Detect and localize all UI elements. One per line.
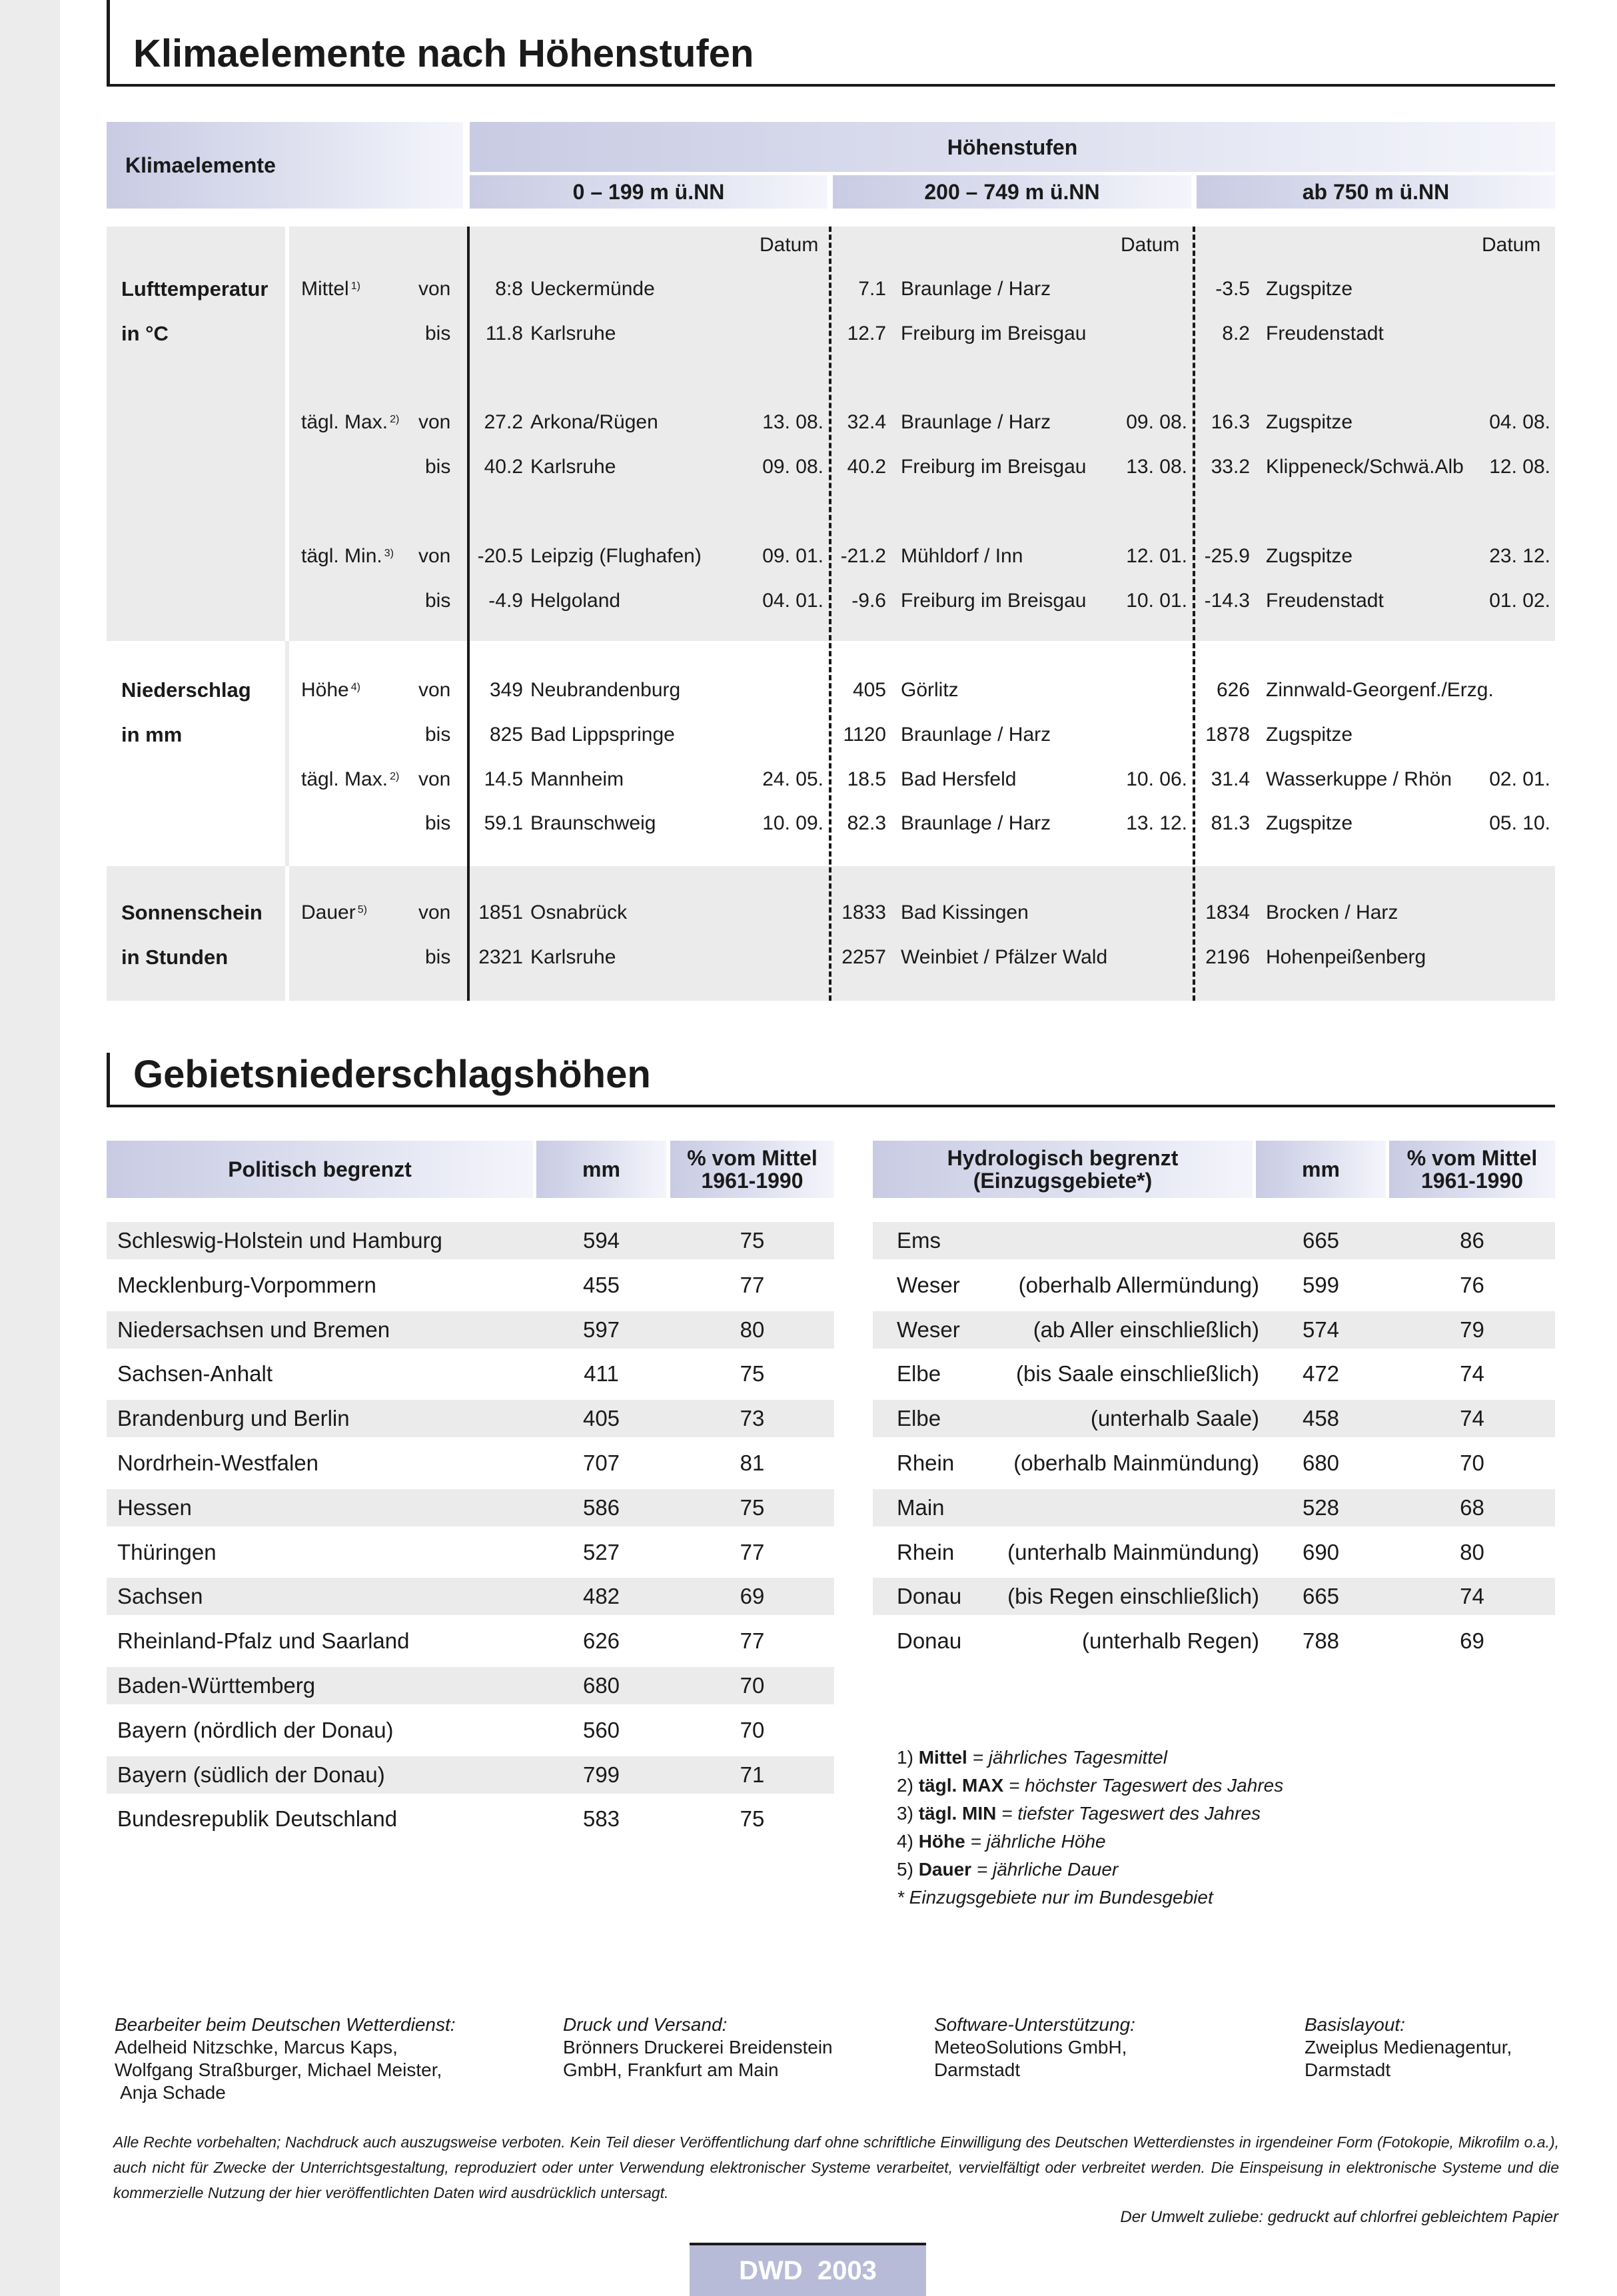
region-name: Mecklenburg-Vorpommern — [117, 1272, 376, 1297]
date-cell: 23. 12. — [1489, 545, 1550, 567]
river-name: Weser — [897, 1317, 960, 1342]
date-cell: 04. 01. — [762, 590, 823, 612]
station-cell: Freiburg im Breisgau — [901, 590, 1087, 612]
station-cell: Hohenpeißenberg — [1266, 946, 1426, 968]
section-title-text-2: Gebietsniederschlagshöhen — [133, 1053, 651, 1096]
pct-value: 86 — [1460, 1228, 1484, 1253]
value-cell: 405 — [852, 679, 886, 701]
date-cell: 13. 08. — [762, 411, 823, 433]
value-cell: -20.5 — [477, 545, 523, 567]
river-qualifier: (oberhalb Mainmündung) — [1013, 1450, 1259, 1475]
mm-value: 411 — [584, 1361, 619, 1387]
value-cell: 31.4 — [1211, 768, 1250, 790]
value-cell: 59.1 — [484, 812, 523, 834]
table-row — [873, 1400, 1555, 1437]
header-klimaelemente — [107, 122, 463, 209]
station-cell: Helgoland — [530, 590, 621, 612]
table-row — [107, 1578, 834, 1615]
river-name: Weser — [897, 1272, 960, 1297]
value-cell: 8:8 — [495, 278, 523, 300]
river-qualifier: (bis Regen einschließlich) — [1007, 1584, 1259, 1609]
table-row — [107, 1311, 834, 1349]
table-row — [107, 1489, 834, 1526]
river-name: Donau — [897, 1628, 962, 1654]
header-pct-left-1: % vom Mittel — [687, 1146, 817, 1170]
sun-dauer-von: von — [418, 901, 451, 923]
value-cell: -9.6 — [851, 590, 886, 612]
value-cell: 40.2 — [847, 456, 886, 478]
station-cell: Klippeneck/Schwä.Alb — [1266, 456, 1464, 478]
footer-badge — [690, 2243, 926, 2296]
value-cell: 14.5 — [484, 768, 523, 790]
mm-value: 707 — [582, 1450, 620, 1475]
river-name: Rhein — [897, 1539, 955, 1564]
date-cell: 12. 01. — [1126, 545, 1187, 567]
date-cell: 09. 08. — [762, 456, 823, 478]
mm-value: 472 — [1302, 1361, 1340, 1387]
temp-min-von: von — [418, 545, 451, 567]
precip-hoehe-bis: bis — [425, 724, 451, 746]
date-cell: 09. 08. — [1126, 411, 1187, 433]
date-cell: 04. 08. — [1489, 411, 1550, 433]
value-cell: -21.2 — [840, 545, 886, 567]
header-pct-left — [670, 1141, 834, 1198]
table-row — [107, 1622, 834, 1660]
date-cell: 10. 09. — [762, 812, 823, 834]
station-cell: Ueckermünde — [530, 278, 655, 300]
station-cell: Bad Lippspringe — [530, 724, 675, 746]
station-cell: Mühldorf / Inn — [901, 545, 1023, 567]
mm-value: 455 — [582, 1272, 620, 1297]
table-row — [873, 1267, 1555, 1304]
sun-dauer-bis: bis — [425, 946, 451, 968]
header-level-2 — [833, 175, 1191, 209]
temp-title-2: in °C — [121, 322, 169, 345]
precip-hoehe-von: von — [418, 679, 451, 701]
mm-value: 665 — [1302, 1228, 1340, 1253]
paper-note: Der Umwelt zuliebe: gedruckt auf chlorfrei gebleichtem Papier — [1120, 2208, 1558, 2226]
value-cell: 8.2 — [1222, 322, 1250, 344]
value-cell: 82.3 — [847, 812, 886, 834]
river-qualifier: (unterhalb Saale) — [1090, 1406, 1259, 1431]
date-cell: 10. 01. — [1126, 590, 1187, 612]
pct-value: 73 — [740, 1406, 765, 1431]
date-cell: 12. 08. — [1489, 456, 1550, 478]
date-cell: 24. 05. — [762, 768, 823, 790]
section-title-text: Klimaelemente nach Höhenstufen — [133, 32, 754, 75]
mm-value: 405 — [582, 1406, 620, 1431]
temp-mittel-bis: bis — [425, 322, 451, 344]
value-cell: -4.9 — [488, 590, 523, 612]
value-cell: -3.5 — [1215, 278, 1250, 300]
header-politisch-text: Politisch begrenzt — [228, 1157, 412, 1181]
value-cell: 11.8 — [485, 322, 523, 344]
header-pct-right-2: 1961-1990 — [1420, 1169, 1524, 1193]
pct-value: 75 — [740, 1494, 765, 1520]
river-name: Elbe — [897, 1361, 941, 1387]
temp-mittel-von: von — [418, 278, 451, 300]
precip-title-2: in mm — [121, 723, 183, 746]
date-cell: 02. 01. — [1489, 768, 1550, 790]
header-mm-right — [1256, 1141, 1386, 1198]
region-name: Sachsen-Anhalt — [117, 1361, 272, 1387]
station-cell: Arkona/Rügen — [530, 411, 658, 433]
river-qualifier: (bis Saale einschließlich) — [1016, 1361, 1259, 1387]
mm-value: 690 — [1302, 1539, 1340, 1564]
page-margin — [0, 0, 60, 2296]
value-cell: -25.9 — [1204, 545, 1250, 567]
station-cell: Weinbiet / Pfälzer Wald — [901, 946, 1108, 968]
value-cell: 1834 — [1205, 901, 1250, 923]
value-cell: 1878 — [1205, 724, 1250, 746]
station-cell: Brocken / Harz — [1266, 901, 1398, 923]
datum-label-1: Datum — [760, 234, 819, 256]
sun-dauer-label: Dauer $^{5)}$ — [301, 901, 367, 923]
dashed-divider-2 — [1193, 227, 1195, 1001]
station-cell: Zugspitze — [1266, 411, 1353, 433]
table-row — [107, 1534, 834, 1571]
mm-value: 528 — [1302, 1494, 1340, 1520]
pct-value: 74 — [1460, 1406, 1484, 1431]
value-cell: 16.3 — [1211, 411, 1250, 433]
value-cell: 18.5 — [847, 768, 886, 790]
block-sun-title — [107, 866, 285, 1001]
value-cell: 81.3 — [1211, 812, 1250, 834]
river-qualifier: (unterhalb Mainmündung) — [1007, 1539, 1259, 1564]
header-hydrologisch — [873, 1141, 1253, 1198]
station-cell: Freudenstadt — [1266, 590, 1384, 612]
value-cell: 626 — [1216, 679, 1250, 701]
pct-value: 74 — [1460, 1361, 1484, 1387]
pct-value: 70 — [740, 1717, 765, 1742]
header-mm-left-text: mm — [582, 1157, 620, 1181]
river-name: Main — [897, 1494, 945, 1520]
station-cell: Karlsruhe — [530, 456, 616, 478]
table-row — [107, 1800, 834, 1838]
station-cell: Osnabrück — [530, 901, 628, 923]
value-cell: 40.2 — [484, 456, 523, 478]
date-cell: 09. 01. — [762, 545, 823, 567]
pct-value: 80 — [740, 1317, 765, 1342]
precip-max-bis: bis — [425, 812, 451, 834]
value-cell: 2257 — [841, 946, 886, 968]
block-sun-data — [469, 866, 1555, 1001]
mm-value: 527 — [582, 1539, 620, 1564]
mm-value: 560 — [582, 1717, 620, 1742]
mm-value: 665 — [1302, 1584, 1340, 1609]
header-hydrologisch-2: (Einzugsgebiete*) — [973, 1169, 1153, 1193]
region-name: Schleswig-Holstein und Hamburg — [117, 1228, 442, 1253]
region-name: Sachsen — [117, 1584, 203, 1609]
block-sun-labels — [289, 866, 469, 1001]
station-cell: Zugspitze — [1266, 278, 1353, 300]
river-qualifier: (unterhalb Regen) — [1082, 1628, 1259, 1654]
footnote-star: * Einzugsgebiete nur im Bundesgebiet — [897, 1887, 1213, 1908]
footnote-item: 4) Höhe = jährliche Höhe — [897, 1831, 1106, 1852]
station-cell: Karlsruhe — [530, 322, 616, 344]
table-row — [873, 1222, 1555, 1259]
value-cell: 1120 — [843, 724, 886, 746]
value-cell: 12.7 — [847, 322, 886, 344]
footnote-item: 2) tägl. MAX = höchster Tageswert des Jahres — [897, 1775, 1284, 1796]
mm-value: 574 — [1302, 1317, 1340, 1342]
station-cell: Braunlage / Harz — [901, 278, 1051, 300]
pct-value: 69 — [1460, 1628, 1484, 1654]
pct-value: 80 — [1460, 1539, 1484, 1564]
pct-value: 69 — [740, 1584, 765, 1609]
mm-value: 583 — [582, 1806, 620, 1832]
pct-value: 79 — [1460, 1317, 1484, 1342]
header-pct-left-2: 1961-1990 — [701, 1169, 804, 1193]
table-row — [873, 1355, 1555, 1393]
credit-druck: Druck und Versand: Brönners Druckerei Breidenstein GmbH, Frankfurt am Main — [563, 2014, 833, 2080]
section-title-klimaelemente — [107, 0, 1555, 87]
region-name: Bayern (nördlich der Donau) — [117, 1717, 394, 1742]
divider-precip — [285, 641, 289, 866]
station-cell: Braunlage / Harz — [901, 411, 1051, 433]
table-row — [107, 1667, 834, 1704]
value-cell: 349 — [489, 679, 523, 701]
header-mm-right-text: mm — [1302, 1157, 1340, 1181]
region-name: Thüringen — [117, 1539, 217, 1564]
date-cell: 05. 10. — [1489, 812, 1550, 834]
value-cell: 825 — [489, 724, 523, 746]
datum-label-3: Datum — [1482, 234, 1541, 256]
header-pct-right-1: % vom Mittel — [1406, 1146, 1538, 1170]
value-cell: 33.2 — [1211, 456, 1250, 478]
footnote-item: 1) Mittel = jährliches Tagesmittel — [897, 1747, 1167, 1768]
table-row — [107, 1400, 834, 1437]
region-name: Baden-Württemberg — [117, 1673, 316, 1698]
header-level-3 — [1197, 175, 1555, 209]
mm-value: 482 — [582, 1584, 620, 1609]
temp-title-1: Lufttemperatur — [121, 277, 269, 300]
precip-max-label: tägl. Max. $^{2)}$ — [301, 768, 400, 790]
station-cell: Braunlage / Harz — [901, 812, 1051, 834]
table-row — [873, 1311, 1555, 1349]
value-cell: 7.1 — [858, 278, 886, 300]
table-row — [107, 1355, 834, 1393]
river-name: Ems — [897, 1228, 941, 1253]
credit-layout: Basislayout: Zweiplus Medienagentur, Darmstadt — [1305, 2014, 1512, 2080]
region-name: Bundesrepublik Deutschland — [117, 1806, 398, 1832]
table-row — [873, 1578, 1555, 1615]
precip-title-1: Niederschlag — [121, 678, 251, 702]
station-cell: Zinnwald-Georgenf./Erzg. — [1266, 679, 1494, 701]
legal-notice: Alle Rechte vorbehalten; Nachdruck auch auszugsweise verboten. Kein Teil dieser Veröffentlichung darf ohne schriftliche Einwilligung des Deutschen Wetterdienstes in irgendeiner Form (Fotokopie, Mikrofilm o.a.), auch nicht für Zwecke der Unterrichtsgestaltung, reproduziert oder unter Verwendung elektronischer Systeme verarbeitet, vervielfältigt oder verbreitet werden. Die Einspeisung in elektronische Systeme und die kommerzielle Nutzung der hier veröffentlichten Daten wird ausdrücklich untersagt. — [113, 2133, 1559, 2201]
value-cell: 2321 — [478, 946, 523, 968]
station-cell: Freiburg im Breisgau — [901, 322, 1087, 344]
temp-max-bis: bis — [425, 456, 451, 478]
pct-value: 74 — [1460, 1584, 1484, 1609]
region-name: Rheinland-Pfalz und Saarland — [117, 1628, 410, 1654]
mm-value: 599 — [1302, 1272, 1340, 1297]
value-cell: 1833 — [841, 901, 886, 923]
station-cell: Bad Hersfeld — [901, 768, 1017, 790]
datum-label-2: Datum — [1121, 234, 1180, 256]
level-3-text: ab 750 m ü.NN — [1302, 180, 1450, 204]
temp-min-label: tägl. Min. $^{3)}$ — [301, 545, 394, 567]
river-name: Elbe — [897, 1406, 941, 1431]
footnote-item: 5) Dauer = jährliche Dauer — [897, 1859, 1119, 1880]
station-cell: Leipzig (Flughafen) — [530, 545, 702, 567]
region-name: Hessen — [117, 1494, 192, 1520]
mm-value: 597 — [582, 1317, 620, 1342]
pct-value: 75 — [740, 1361, 765, 1387]
region-name: Brandenburg und Berlin — [117, 1406, 350, 1431]
pct-value: 77 — [740, 1272, 765, 1297]
date-cell: 13. 12. — [1126, 812, 1187, 834]
header-hoehenstufen-text: Höhenstufen — [947, 135, 1078, 159]
station-cell: Mannheim — [530, 768, 624, 790]
table-row — [107, 1756, 834, 1794]
credit-software: Software-Unterstützung: MeteoSolutions GmbH, Darmstadt — [934, 2014, 1135, 2080]
footer-badge-text: DWD 2003 — [739, 2255, 877, 2285]
section-title-gebiets — [107, 1053, 1555, 1107]
mm-value: 586 — [582, 1494, 620, 1520]
table-row — [107, 1712, 834, 1749]
region-name: Nordrhein-Westfalen — [117, 1450, 319, 1475]
table-row — [873, 1444, 1555, 1482]
table-row — [873, 1489, 1555, 1526]
level-1-text: 0 – 199 m ü.NN — [572, 180, 725, 204]
date-cell: 13. 08. — [1126, 456, 1187, 478]
pct-value: 77 — [740, 1539, 765, 1564]
header-hoehenstufen — [470, 122, 1555, 172]
header-level-1 — [470, 175, 827, 209]
pct-value: 71 — [740, 1762, 765, 1787]
header-pct-right — [1389, 1141, 1555, 1198]
footnote-item: 3) tägl. MIN = tiefster Tageswert des Jahres — [897, 1803, 1261, 1824]
mm-value: 680 — [1302, 1450, 1340, 1475]
station-cell: Zugspitze — [1266, 545, 1353, 567]
header-mm-left — [536, 1141, 666, 1198]
table-row — [107, 1267, 834, 1304]
level-2-text: 200 – 749 m ü.NN — [924, 180, 1100, 204]
mm-value: 458 — [1302, 1406, 1340, 1431]
region-name: Niedersachsen und Bremen — [117, 1317, 390, 1342]
pct-value: 76 — [1460, 1272, 1484, 1297]
region-name: Bayern (südlich der Donau) — [117, 1762, 385, 1787]
station-cell: Braunschweig — [530, 812, 656, 834]
value-cell: 32.4 — [847, 411, 886, 433]
station-cell: Zugspitze — [1266, 724, 1353, 746]
mm-value: 680 — [582, 1673, 620, 1698]
dashed-divider-1 — [829, 227, 831, 1001]
pct-value: 77 — [740, 1628, 765, 1654]
value-cell: 2196 — [1205, 946, 1250, 968]
temp-mittel-label: Mittel $^{1)}$ — [301, 278, 360, 300]
mm-value: 788 — [1302, 1628, 1340, 1654]
precip-hoehe-label: Höhe $^{4)}$ — [301, 679, 360, 701]
river-name: Donau — [897, 1584, 962, 1609]
pct-value: 81 — [740, 1450, 765, 1475]
table-row — [873, 1622, 1555, 1660]
river-qualifier: (oberhalb Allermündung) — [1018, 1272, 1259, 1297]
table-row — [873, 1534, 1555, 1571]
station-cell: Karlsruhe — [530, 946, 616, 968]
header-hydrologisch-1: Hydrologisch begrenzt — [947, 1146, 1179, 1170]
precip-max-von: von — [418, 768, 451, 790]
temp-max-label: tägl. Max. $^{2)}$ — [301, 411, 400, 433]
value-cell: -14.3 — [1204, 590, 1250, 612]
date-cell: 10. 06. — [1126, 768, 1187, 790]
header-politisch — [107, 1141, 533, 1198]
station-cell: Freiburg im Breisgau — [901, 456, 1087, 478]
mm-value: 799 — [582, 1762, 620, 1787]
value-cell: 1851 — [478, 901, 523, 923]
temp-max-von: von — [418, 411, 451, 433]
station-cell: Bad Kissingen — [901, 901, 1029, 923]
header-klimaelemente-text: Klimaelemente — [125, 153, 276, 177]
pct-value: 70 — [740, 1673, 765, 1698]
station-cell: Zugspitze — [1266, 812, 1353, 834]
station-cell: Wasserkuppe / Rhön — [1266, 768, 1452, 790]
value-cell: 27.2 — [484, 411, 523, 433]
date-cell: 01. 02. — [1489, 590, 1550, 612]
station-cell: Görlitz — [901, 679, 959, 701]
pct-value: 75 — [740, 1806, 765, 1832]
station-cell: Freudenstadt — [1266, 322, 1384, 344]
pct-value: 75 — [740, 1228, 765, 1253]
table-row — [107, 1222, 834, 1259]
station-cell: Braunlage / Harz — [901, 724, 1051, 746]
table-row — [107, 1444, 834, 1482]
mm-value: 594 — [582, 1228, 620, 1253]
credit-bearbeiter: Bearbeiter beim Deutschen Wetterdienst: Adelheid Nitzschke, Marcus Kaps, Wolfgang Straßburger, Michael Meister, Anja Schade — [115, 2014, 456, 2103]
mm-value: 626 — [582, 1628, 620, 1654]
river-qualifier: (ab Aller einschließlich) — [1033, 1317, 1259, 1342]
sun-title-1: Sonnenschein — [121, 901, 263, 924]
sun-title-2: in Stunden — [121, 945, 229, 969]
station-cell: Neubrandenburg — [530, 679, 681, 701]
river-name: Rhein — [897, 1450, 955, 1475]
pct-value: 70 — [1460, 1450, 1484, 1475]
temp-min-bis: bis — [425, 590, 451, 612]
pct-value: 68 — [1460, 1494, 1484, 1520]
